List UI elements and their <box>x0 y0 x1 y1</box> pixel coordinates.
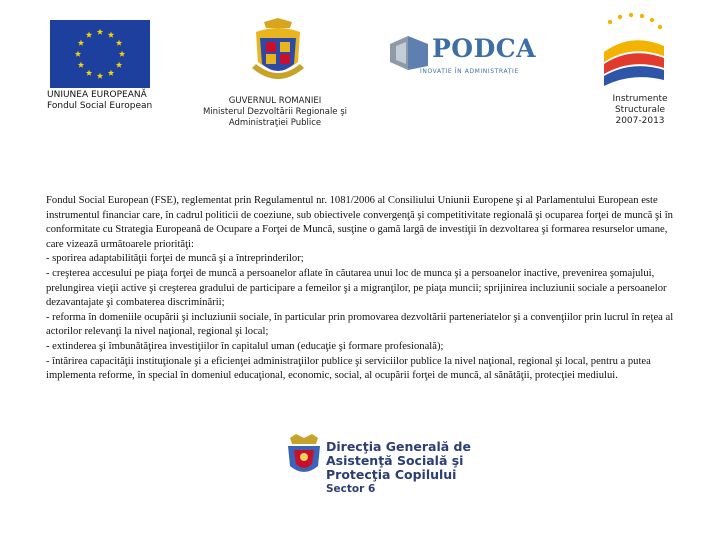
eu-star <box>108 32 114 38</box>
eu-caption-line2: Fondul Social European <box>47 101 153 111</box>
structural-line2: Structurale <box>614 105 666 115</box>
fse-description <box>46 194 678 384</box>
podca-title: PODCA <box>432 34 537 63</box>
eu-caption-line1: UNIUNEA EUROPEANĂ <box>47 90 147 100</box>
eu-star <box>97 73 103 79</box>
dgaspc-name <box>326 440 471 496</box>
intro-paragraph: Fondul Social European (FSE), reglementat prin Regulamentul nr. 1081/2006 al Consiliului Uniunii Europene şi al Parlamentului European este instrumentul financiar care, în cadrul politicii de coeziune, sub obiectivele convergenţă şi competitivitate regională şi ocuparea forţei de muncă şi în conformitate cu Strategia Europeană de Ocupare a Forţei de Muncă, susţine o gamă largă de investiţii în dezvoltarea şi formarea resurselor umane, care vizează următoarele priorităţi: <box>46 195 673 250</box>
dgaspc-line3: Protecţia Copilului <box>326 467 457 482</box>
eu-stars-icon <box>50 20 150 88</box>
eu-star <box>119 51 125 57</box>
government-line3: Administraţiei Publice <box>228 118 322 128</box>
eu-flag-logo <box>50 20 150 88</box>
eu-star <box>78 62 84 68</box>
eu-star <box>97 29 103 35</box>
eu-caption <box>47 90 177 112</box>
dgaspc-line2: Asistenţă Socială şi <box>326 453 464 468</box>
eu-star <box>86 70 92 76</box>
priority-item-3: - reforma în domeniile ocupării şi incluziunii sociale, în particular prin promovarea dezvoltării parteneriatelor şi a convenţiilor prin lucrul în reţea al actorilor relevanţi la nivel naţional, regional şi local; <box>46 311 674 338</box>
dgaspc-line4: Sector 6 <box>326 483 376 495</box>
government-line2: Ministerul Dezvoltării Regionale şi <box>202 107 348 117</box>
priority-item-1: - sporirea adaptabilităţii forţei de muncă şi a întreprinderilor; <box>46 253 304 265</box>
dgaspc-crest-icon <box>282 432 326 480</box>
eu-star <box>116 62 122 68</box>
eu-star <box>86 32 92 38</box>
eu-star <box>75 51 81 57</box>
priority-item-5: - întărirea capacităţii instituţionale şi a eficienţei administraţiilor publice şi serviciilor publice la nivel naţional, regional şi local, pentru a putea implementa reforme, în special în domeniul educaţional, economic, social, al ocupării forţei de muncă, al sănătăţii, protecţiei mediului. <box>46 355 651 382</box>
priority-item-2: - creşterea accesului pe piaţa forţei de muncă a persoanelor aflate în căutarea unui loc de munca şi a persoanelor inactive, prevenirea şomajului, prelungirea vieţii active şi creşterea gradului de participare a femeilor şi a migranţilor, pe piaţa muncii; sprijinirea incluziunii sociale a persoanelor dezavantajate şi combaterea discriminării; <box>46 267 667 309</box>
structural-line1: Instrumente <box>612 94 668 104</box>
priority-item-4: - extinderea şi îmbunătăţirea investiţiilor în capitalul uman (educaţie şi formare profesională); <box>46 340 444 352</box>
structural-caption <box>598 94 682 127</box>
government-caption <box>185 96 365 129</box>
podca-tagline: INOVAȚIE ÎN ADMINISTRAȚIE <box>420 68 519 75</box>
government-line1: GUVERNUL ROMANIEI <box>228 96 322 106</box>
eu-star <box>116 40 122 46</box>
structural-instruments-logo <box>598 12 668 90</box>
eu-star <box>78 40 84 46</box>
romania-coat-of-arms-logo <box>250 18 306 90</box>
eu-star <box>108 70 114 76</box>
structural-line3: 2007-2013 <box>615 116 665 126</box>
dgaspc-line1: Direcţia Generală de <box>326 439 471 454</box>
